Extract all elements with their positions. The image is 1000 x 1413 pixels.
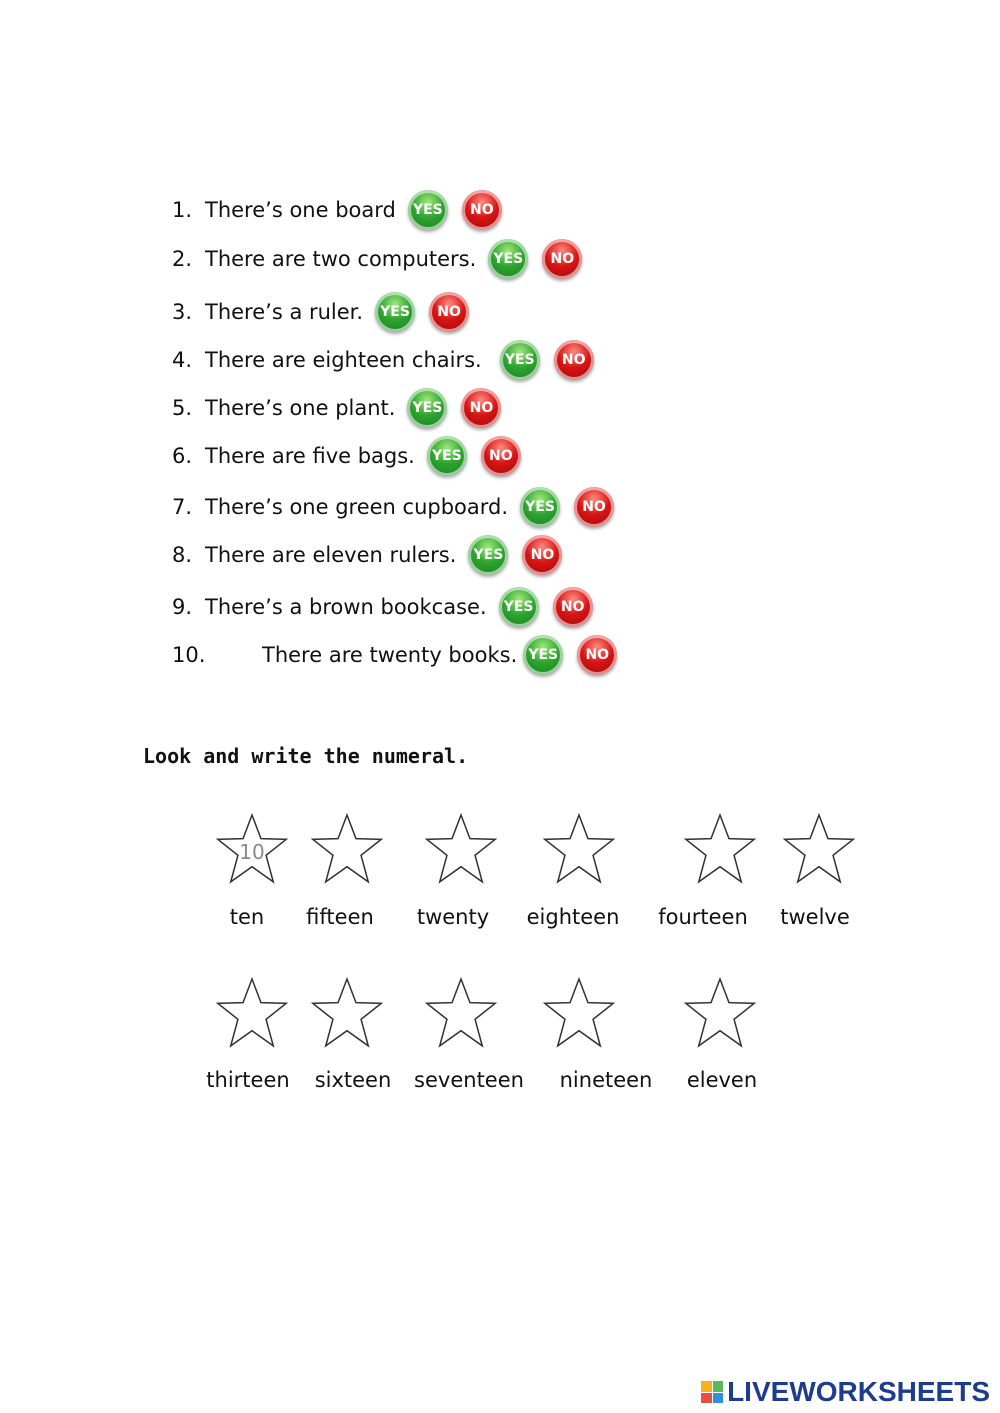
question-text: There’s one board (205, 198, 396, 222)
number-word: nineteen (559, 1068, 653, 1092)
question-5 (172, 388, 501, 428)
star-answer-box[interactable] (682, 812, 758, 888)
star-answer-box[interactable] (214, 976, 290, 1052)
question-6 (172, 436, 521, 476)
question-text: There’s one green cupboard. (205, 495, 509, 519)
yes-button[interactable]: YES (407, 388, 447, 428)
question-2 (172, 239, 582, 279)
section-heading: Look and write the numeral. (143, 744, 469, 768)
number-word: twenty (416, 905, 490, 929)
question-3 (172, 292, 469, 332)
no-button[interactable]: NO (542, 239, 582, 279)
yes-button[interactable]: YES (468, 535, 508, 575)
logo-text: LIVEWORKSHEETS (727, 1376, 990, 1407)
number-word: fourteen (658, 905, 748, 929)
yes-button[interactable]: YES (488, 239, 528, 279)
star-answer-box[interactable] (781, 812, 857, 888)
question-text: There’s a ruler. (205, 300, 364, 324)
question-9 (172, 587, 593, 627)
question-number: 1. (172, 198, 193, 222)
no-button[interactable]: NO (553, 587, 593, 627)
question-8 (172, 535, 562, 575)
star-answer-box[interactable] (214, 812, 290, 888)
question-number: 4. (172, 348, 193, 372)
question-number: 8. (172, 543, 193, 567)
question-text: There are five bags. (205, 444, 415, 468)
question-10 (172, 635, 617, 675)
yes-button[interactable]: YES (499, 587, 539, 627)
number-word: fifteen (306, 905, 374, 929)
question-text: There are twenty books. (262, 643, 518, 667)
star-value (214, 976, 290, 1052)
question-number: 9. (172, 595, 193, 619)
star-answer-box[interactable] (309, 976, 385, 1052)
yes-button[interactable]: YES (408, 190, 448, 230)
number-word: twelve (780, 905, 850, 929)
star-value (541, 812, 617, 888)
star-value (781, 812, 857, 888)
no-button[interactable]: NO (462, 190, 502, 230)
number-word: thirteen (206, 1068, 290, 1092)
yes-button[interactable]: YES (375, 292, 415, 332)
yes-button[interactable]: YES (523, 635, 563, 675)
question-1 (172, 190, 502, 230)
question-text: There are two computers. (205, 247, 477, 271)
question-text: There’s one plant. (205, 396, 396, 420)
question-text: There’s a brown bookcase. (205, 595, 487, 619)
question-number: 3. (172, 300, 193, 324)
number-word: eighteen (526, 905, 620, 929)
question-number: 7. (172, 495, 193, 519)
no-button[interactable]: NO (574, 487, 614, 527)
star-value (423, 812, 499, 888)
yes-button[interactable]: YES (427, 436, 467, 476)
question-text: There are eleven rulers. (205, 543, 457, 567)
star-answer-box[interactable] (423, 976, 499, 1052)
liveworksheets-logo (701, 1376, 990, 1408)
yes-button[interactable]: YES (500, 340, 540, 380)
no-button[interactable]: NO (481, 436, 521, 476)
yes-button[interactable]: YES (520, 487, 560, 527)
number-word: seventeen (414, 1068, 524, 1092)
question-4 (172, 340, 594, 380)
number-word: sixteen (314, 1068, 392, 1092)
question-number: 5. (172, 396, 193, 420)
number-word: ten (229, 905, 265, 929)
question-number: 6. (172, 444, 193, 468)
star-answer-box[interactable] (423, 812, 499, 888)
star-value (541, 976, 617, 1052)
question-7 (172, 487, 614, 527)
star-value (423, 976, 499, 1052)
star-value (309, 812, 385, 888)
star-answer-box[interactable] (682, 976, 758, 1052)
star-answer-box[interactable] (309, 812, 385, 888)
no-button[interactable]: NO (429, 292, 469, 332)
star-value (682, 812, 758, 888)
liveworksheets-logo-icon (701, 1381, 723, 1403)
star-answer-box[interactable] (541, 976, 617, 1052)
no-button[interactable]: NO (554, 340, 594, 380)
no-button[interactable]: NO (577, 635, 617, 675)
question-number: 10. (172, 643, 206, 667)
star-value (682, 976, 758, 1052)
no-button[interactable]: NO (461, 388, 501, 428)
number-word: eleven (686, 1068, 758, 1092)
question-number: 2. (172, 247, 193, 271)
no-button[interactable]: NO (522, 535, 562, 575)
star-value (309, 976, 385, 1052)
star-answer-box[interactable] (541, 812, 617, 888)
question-text: There are eighteen chairs. (205, 348, 482, 372)
star-value: 10 (239, 840, 265, 864)
